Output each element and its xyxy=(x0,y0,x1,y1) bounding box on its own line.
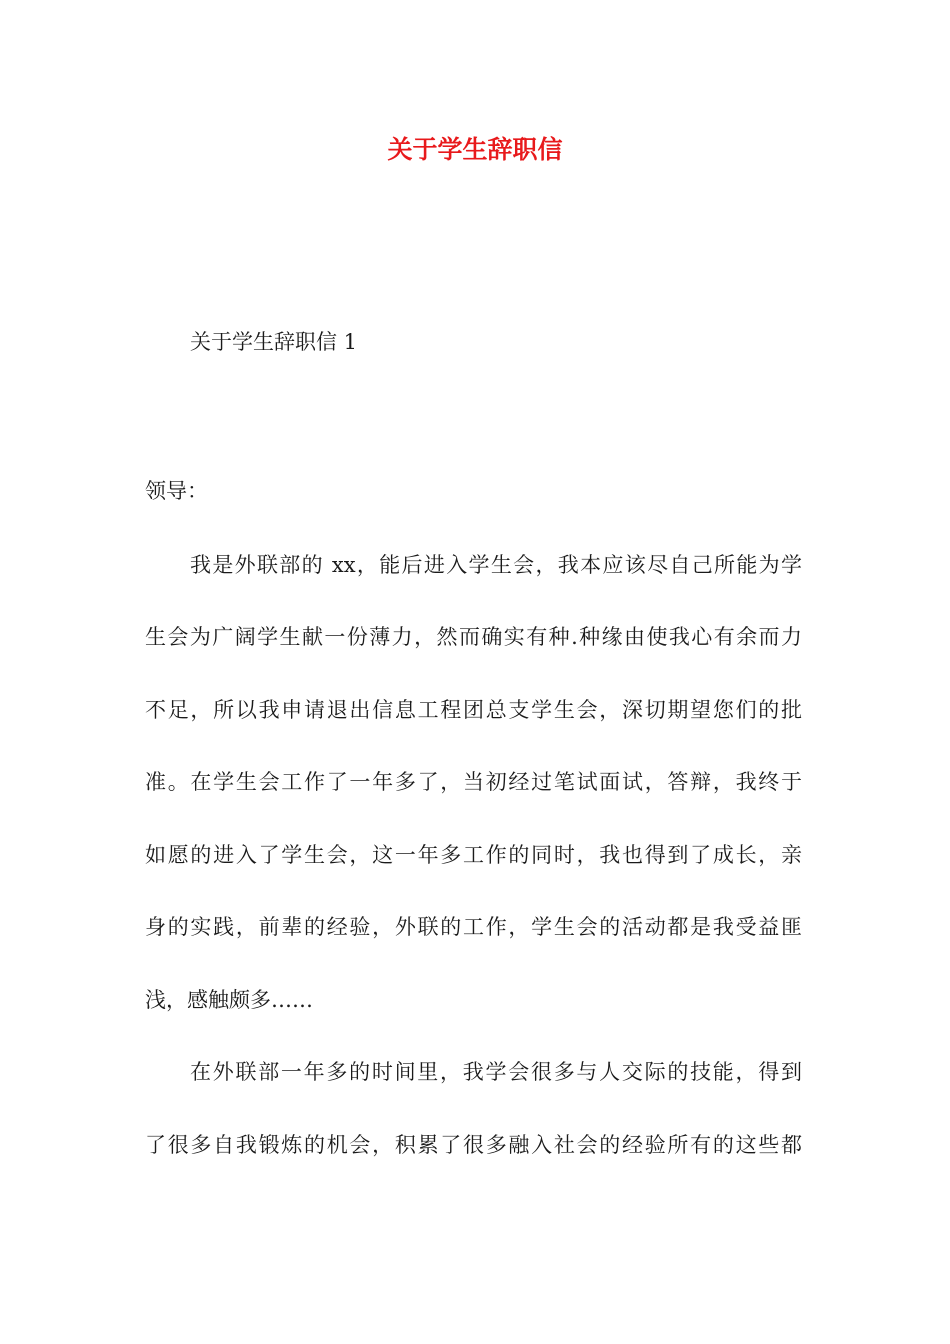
paragraph-line: 身的实践，前辈的经验，外联的工作，学生会的活动都是我受益匪 xyxy=(145,915,802,939)
salutation: 领导： xyxy=(145,479,208,503)
paragraph-line: 如愿的进入了学生会，这一年多工作的同时，我也得到了成长，亲 xyxy=(145,843,802,867)
paragraph-line: 生会为广阔学生献一份薄力，然而确实有种.种缘由使我心有余而力 xyxy=(145,625,802,649)
paragraph-line: 不足，所以我申请退出信息工程团总支学生会，深切期望您们的批 xyxy=(145,698,802,722)
paragraph-line: 浅，感触颇多…… xyxy=(145,988,313,1012)
paragraph-line: 我是外联部的 xx，能后进入学生会，我本应该尽自己所能为学 xyxy=(190,553,802,577)
paragraph-line: 了很多自我锻炼的机会，积累了很多融入社会的经验所有的这些都 xyxy=(145,1133,802,1157)
document-title: 关于学生辞职信 xyxy=(387,135,563,164)
paragraph-line: 准。在学生会工作了一年多了，当初经过笔试面试，答辩，我终于 xyxy=(145,770,802,794)
paragraph-line: 在外联部一年多的时间里，我学会很多与人交际的技能，得到 xyxy=(190,1060,802,1084)
section-heading: 关于学生辞职信 1 xyxy=(190,330,358,354)
